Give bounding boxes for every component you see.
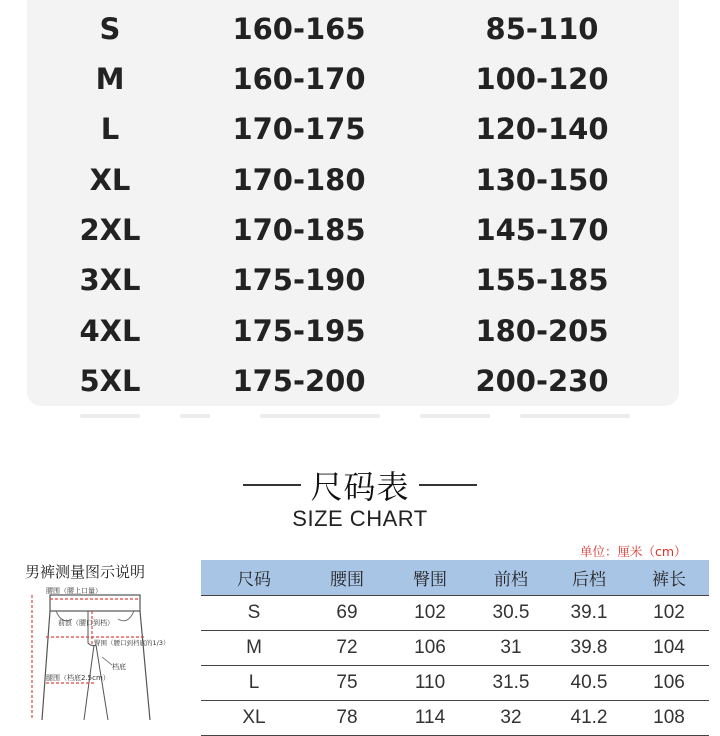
height-cell: 160-165 xyxy=(232,12,366,46)
header-hip: 臀围 xyxy=(387,560,473,596)
table-header-row xyxy=(201,560,709,596)
size-cell: L xyxy=(100,112,120,146)
table-cell: 41.2 xyxy=(549,701,629,736)
height-cell: 175-200 xyxy=(232,364,366,398)
size-row xyxy=(27,205,679,255)
size-cell: 4XL xyxy=(79,314,141,348)
size-row xyxy=(27,54,679,104)
title-chinese: 尺码表 xyxy=(310,468,410,506)
size-cell: S xyxy=(99,12,121,46)
table-cell: 69 xyxy=(307,596,387,631)
header-length: 裤长 xyxy=(629,560,709,596)
table-cell: 30.5 xyxy=(473,596,549,631)
pants-diagram xyxy=(22,585,202,720)
measurement-table xyxy=(201,560,709,736)
table-cell: 31.5 xyxy=(473,666,549,701)
table-cell: 31 xyxy=(473,631,549,666)
height-cell: 170-180 xyxy=(232,163,366,197)
table-row xyxy=(201,596,709,631)
table-row xyxy=(201,666,709,701)
unit-note: 单位：厘米（cm） xyxy=(580,544,687,559)
table-cell: L xyxy=(201,666,307,701)
table-cell: XL xyxy=(201,701,307,736)
header-front-rise: 前档 xyxy=(473,560,549,596)
size-row xyxy=(27,4,679,54)
size-row xyxy=(27,155,679,205)
weight-cell: 180-205 xyxy=(475,314,609,348)
table-cell: 108 xyxy=(629,701,709,736)
height-cell: 170-185 xyxy=(232,213,366,247)
weight-cell: 130-150 xyxy=(475,163,609,197)
title-english: SIZE CHART xyxy=(292,506,428,531)
diagram-title: 男裤测量图示说明 xyxy=(25,563,146,581)
size-cell: 5XL xyxy=(79,364,141,398)
weight-cell: 145-170 xyxy=(475,213,609,247)
header-waist: 腰围 xyxy=(307,560,387,596)
header-back-rise: 后档 xyxy=(549,560,629,596)
table-cell: 39.8 xyxy=(549,631,629,666)
weight-cell: 200-230 xyxy=(475,364,609,398)
table-cell: 104 xyxy=(629,631,709,666)
header-size: 尺码 xyxy=(201,560,307,596)
size-cell: M xyxy=(95,62,125,96)
size-row xyxy=(27,356,679,406)
table-cell: 114 xyxy=(387,701,473,736)
table-cell: 40.5 xyxy=(549,666,629,701)
table-cell: S xyxy=(201,596,307,631)
size-row xyxy=(27,306,679,356)
size-cell: XL xyxy=(89,163,131,197)
size-cell: 2XL xyxy=(79,213,141,247)
table-cell: 106 xyxy=(629,666,709,701)
table-row xyxy=(201,701,709,736)
crotch-label: 档底 xyxy=(112,663,126,671)
title-rule-right xyxy=(419,484,477,486)
table-cell: 75 xyxy=(307,666,387,701)
panel-reflection xyxy=(80,414,640,420)
table-cell: 72 xyxy=(307,631,387,666)
height-cell: 160-170 xyxy=(232,62,366,96)
weight-cell: 120-140 xyxy=(475,112,609,146)
table-cell: 39.1 xyxy=(549,596,629,631)
waist-label: 腰围（腰上口量） xyxy=(46,587,102,595)
table-cell: 110 xyxy=(387,666,473,701)
front-rise-label: 前浪（腰口到档） xyxy=(58,619,114,627)
table-cell: 102 xyxy=(629,596,709,631)
table-cell: 32 xyxy=(473,701,549,736)
title-rule-left xyxy=(243,484,301,486)
size-row xyxy=(27,104,679,154)
weight-cell: 85-110 xyxy=(485,12,599,46)
table-cell: 102 xyxy=(387,596,473,631)
height-cell: 175-195 xyxy=(232,314,366,348)
height-cell: 175-190 xyxy=(232,263,366,297)
table-cell: M xyxy=(201,631,307,666)
weight-cell: 100-120 xyxy=(475,62,609,96)
weight-cell: 155-185 xyxy=(475,263,609,297)
size-panel xyxy=(27,0,679,406)
thigh-label: 腿围（档底2.5cm） xyxy=(46,674,110,682)
pants-outline-icon xyxy=(22,585,202,720)
size-cell: 3XL xyxy=(79,263,141,297)
table-row xyxy=(201,631,709,666)
hip-label: 臀围（腰口到档底的1/3） xyxy=(94,639,170,647)
size-chart-heading xyxy=(0,462,720,508)
table-cell: 78 xyxy=(307,701,387,736)
table-cell: 106 xyxy=(387,631,473,666)
height-cell: 170-175 xyxy=(232,112,366,146)
size-row xyxy=(27,255,679,305)
